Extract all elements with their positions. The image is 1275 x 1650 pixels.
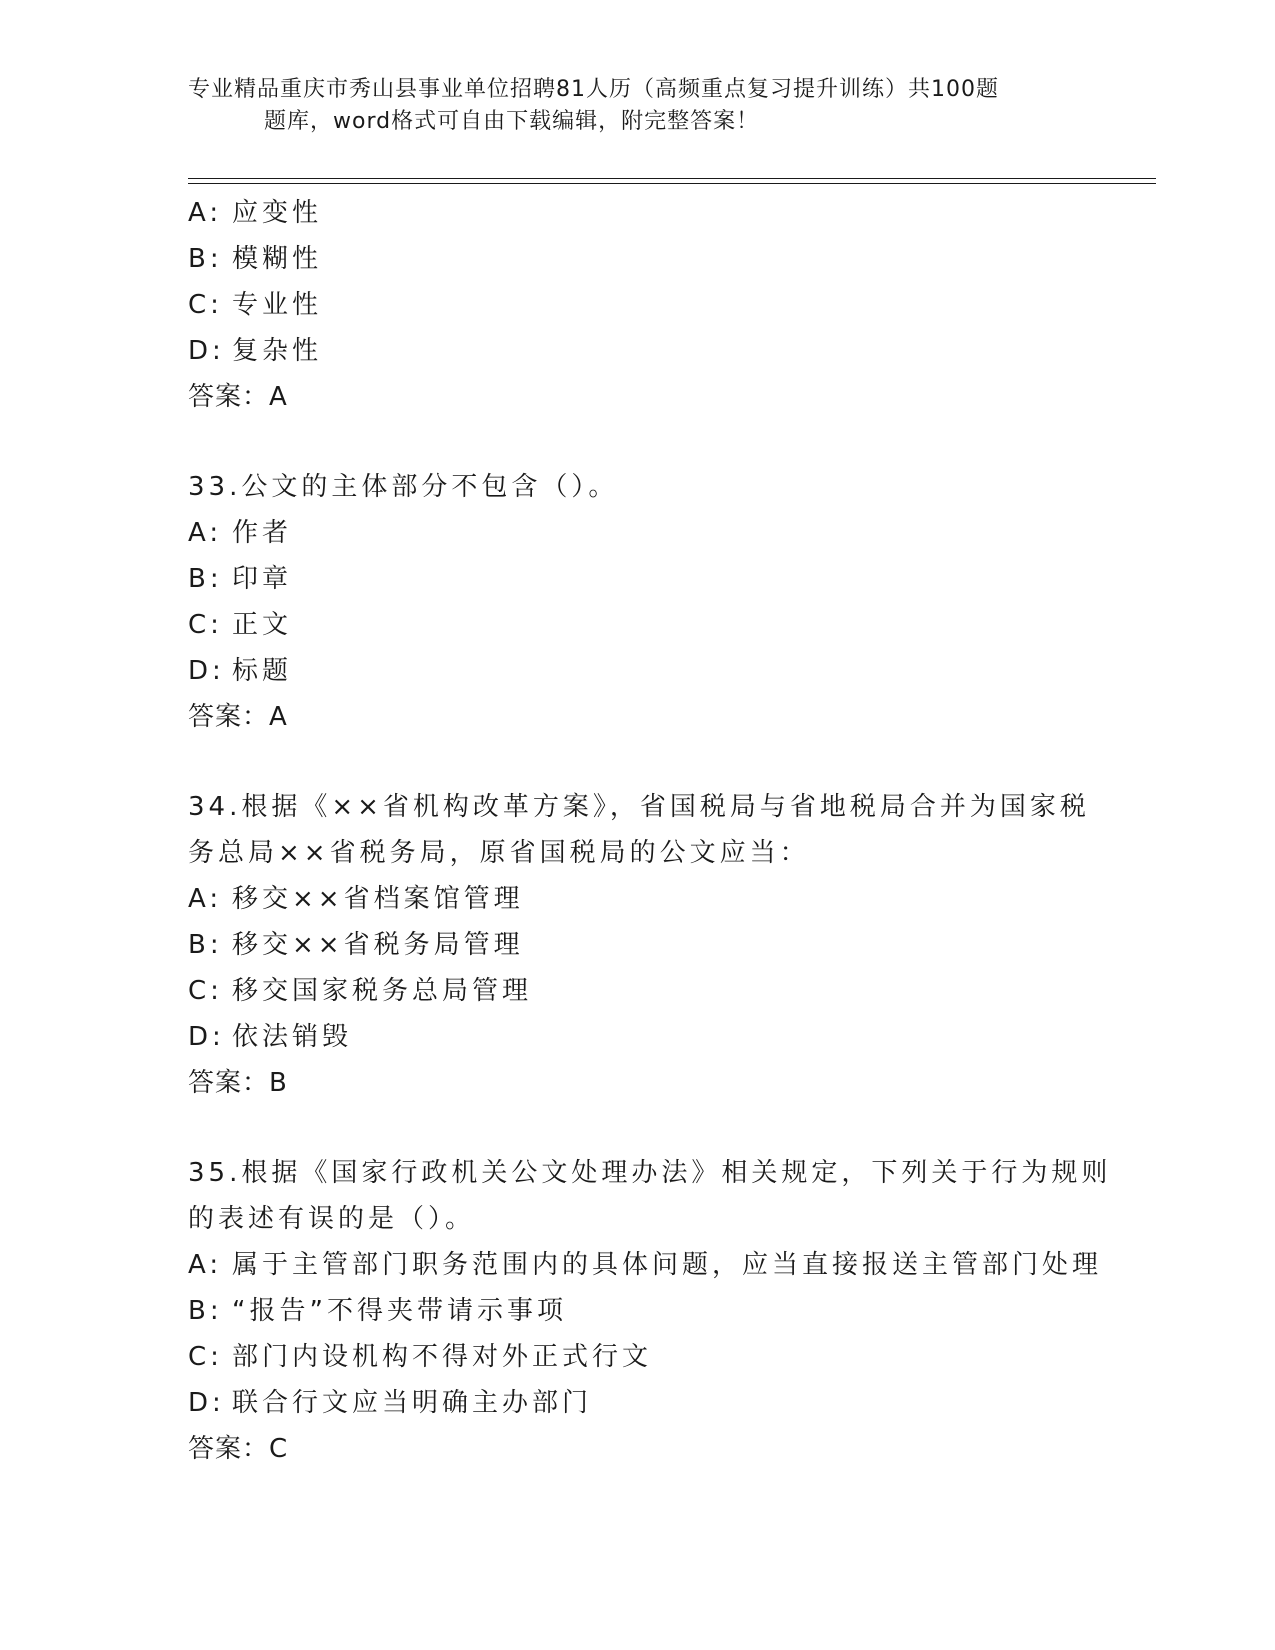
option-b: B: “报告”不得夹带请示事项 (188, 1296, 567, 1326)
option-a: A: 移交××省档案馆管理 (188, 884, 524, 914)
option-a: A: 应变性 (188, 198, 323, 228)
option-c: C: 部门内设机构不得对外正式行文 (188, 1342, 653, 1372)
option-d: D: 联合行文应当明确主办部门 (188, 1388, 593, 1418)
answer-line: 答案：A (188, 702, 288, 732)
question-text-line2: 的表述有误的是（）。 (188, 1204, 476, 1234)
question-text-line1: 34.根据《××省机构改革方案》，省国税局与省地税局合并为国家税 (188, 792, 1090, 822)
question-35-block (188, 1150, 1112, 1472)
option-a: A: 属于主管部门职务范围内的具体问题，应当直接报送主管部门处理 (188, 1250, 1103, 1280)
header-title-line2: 题库，word格式可自由下载编辑，附完整答案！ (264, 109, 760, 134)
option-c: C: 专业性 (188, 290, 323, 320)
option-b: B: 印章 (188, 564, 293, 594)
question-34-block (188, 784, 1088, 1106)
option-d: D: 复杂性 (188, 336, 323, 366)
option-c: C: 正文 (188, 610, 293, 640)
answer-line: 答案：C (188, 1434, 289, 1464)
header-rule-bottom (188, 183, 1156, 184)
answer-line: 答案：B (188, 1068, 288, 1098)
question-text: 33.公文的主体部分不包含（）。 (188, 472, 619, 502)
option-c: C: 移交国家税务总局管理 (188, 976, 533, 1006)
question-33-block (188, 464, 1088, 740)
question-32-block (188, 190, 1088, 420)
option-b: B: 移交××省税务局管理 (188, 930, 524, 960)
document-header (188, 74, 1068, 138)
header-rule-top (188, 178, 1156, 179)
question-content (188, 190, 1112, 1472)
option-d: D: 依法销毁 (188, 1022, 353, 1052)
option-d: D: 标题 (188, 656, 293, 686)
question-text-line2: 务总局××省税务局，原省国税局的公文应当： (188, 838, 810, 868)
header-title-line1: 专业精品重庆市秀山县事业单位招聘81人历（高频重点复习提升训练）共100题 (188, 77, 999, 102)
option-b: B: 模糊性 (188, 244, 323, 274)
answer-line: 答案：A (188, 382, 288, 412)
question-text-line1: 35.根据《国家行政机关公文处理办法》相关规定，下列关于行为规则 (188, 1158, 1112, 1188)
option-a: A: 作者 (188, 518, 293, 548)
